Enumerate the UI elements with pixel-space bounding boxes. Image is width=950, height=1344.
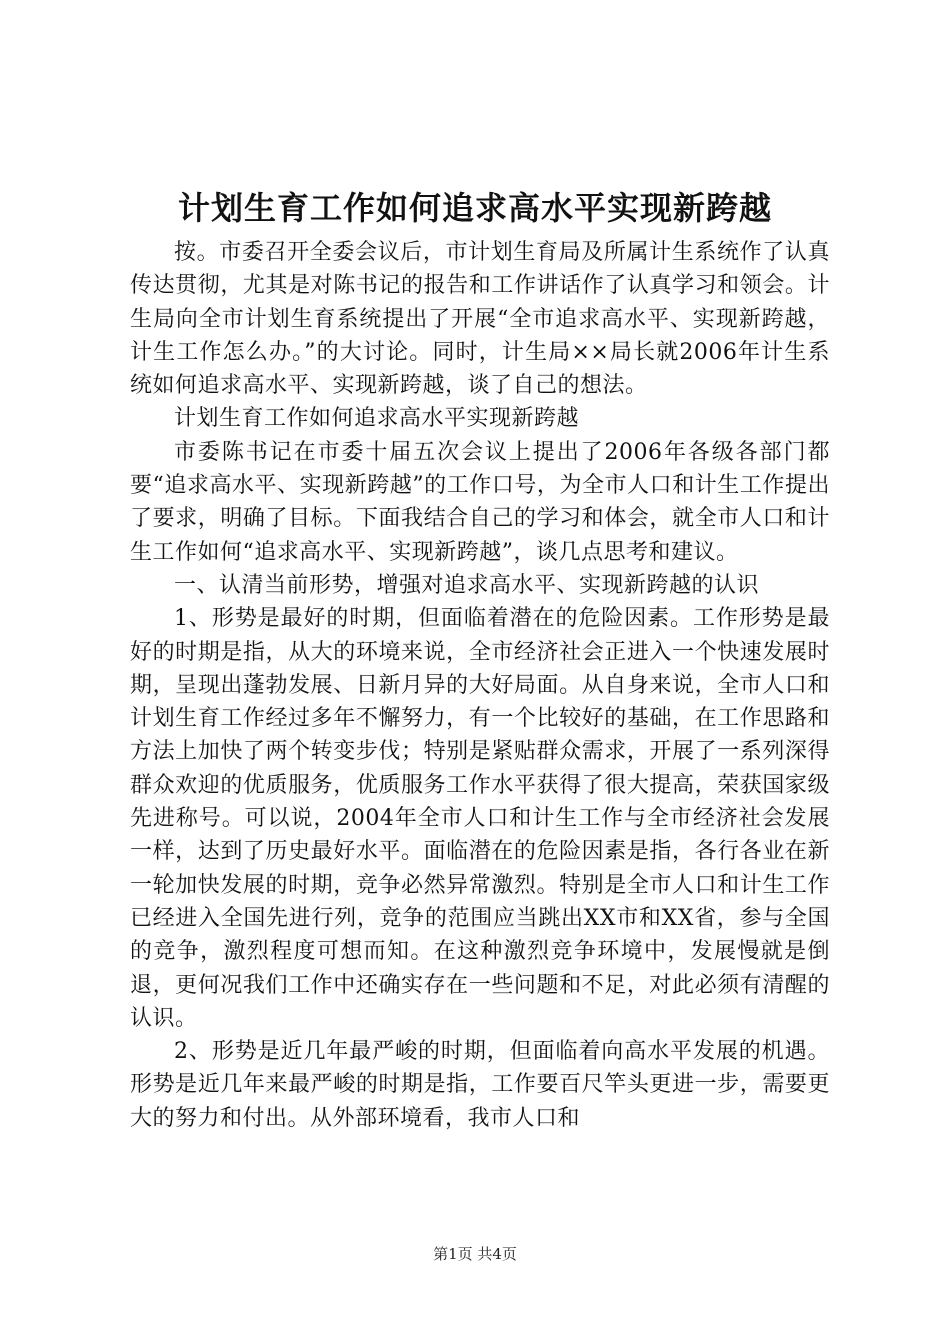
paragraph-subtitle: 计划生育工作如何追求高水平实现新跨越 (174, 406, 580, 432)
paragraph-background: 市委陈书记在市委十届五次会议上提出了2006年各级各部门都要“追求高水平、实现新跨越”的工作口号，为全市人口和计生工作提出了要求，明确了目标。下面我结合自己的学习和体会，就全市人口和计生工作如何“追求高水平、实现新跨越”，谈几点思考和建议。 (130, 439, 830, 565)
paragraph-intro: 按。市委召开全委会议后，市计划生育局及所属计生系统作了认真传达贯彻，尤其是对陈书记的报告和工作讲话作了认真学习和领会。计生局向全市计划生育系统提出了开展“全市追求高水平、实现新跨越，计生工作怎么办。”的大讨论。同时，计生局××局长就2006年计生系统如何追求高水平、实现新跨越，谈了自己的想法。 (130, 240, 830, 399)
page-number-footer: 第1页 共4页 (433, 1245, 517, 1263)
paragraph-point-2: 2、形势是近几年最严峻的时期，但面临着向高水平发展的机遇。形势是近几年来最严峻的时期是指，工作要百尺竿头更进一步，需要更大的努力和付出。从外部环境看，我市人口和 (130, 1039, 830, 1131)
paragraph-point-1: 1、形势是最好的时期，但面临着潜在的危险因素。工作形势是最好的时期是指，从大的环境来说，全市经济社会正进入一个快速发展时期，呈现出蓬勃发展、日新月异的大好局面。从自身来说，全市人口和计划生育工作经过多年不懈努力，有一个比较好的基础，在工作思路和方法上加快了两个转变步伐；特别是紧贴群众需求，开展了一系列深得群众欢迎的优质服务，优质服务工作水平获得了很大提高，荣获国家级先进称号。可以说，2004年全市人口和计生工作与全市经济社会发展一样，达到了历史最好水平。面临潜在的危险因素是指，各行各业在新一轮加快发展的时期，竞争必然异常激烈。特别是全市人口和计生工作已经进入全国先进行列，竞争的范围应当跳出XX市和XX省，参与全国的竞争，激烈程度可想而知。在这种激烈竞争环境中，发展慢就是倒退，更何况我们工作中还确实存在一些问题和不足，对此必须有清醒的认识。 (130, 606, 830, 1031)
document-title: 计划生育工作如何追求高水平实现新跨越 (177, 189, 772, 227)
section-heading-1: 一、认清当前形势，增强对追求高水平、实现新跨越的认识 (174, 572, 760, 598)
document-body (130, 236, 830, 1135)
